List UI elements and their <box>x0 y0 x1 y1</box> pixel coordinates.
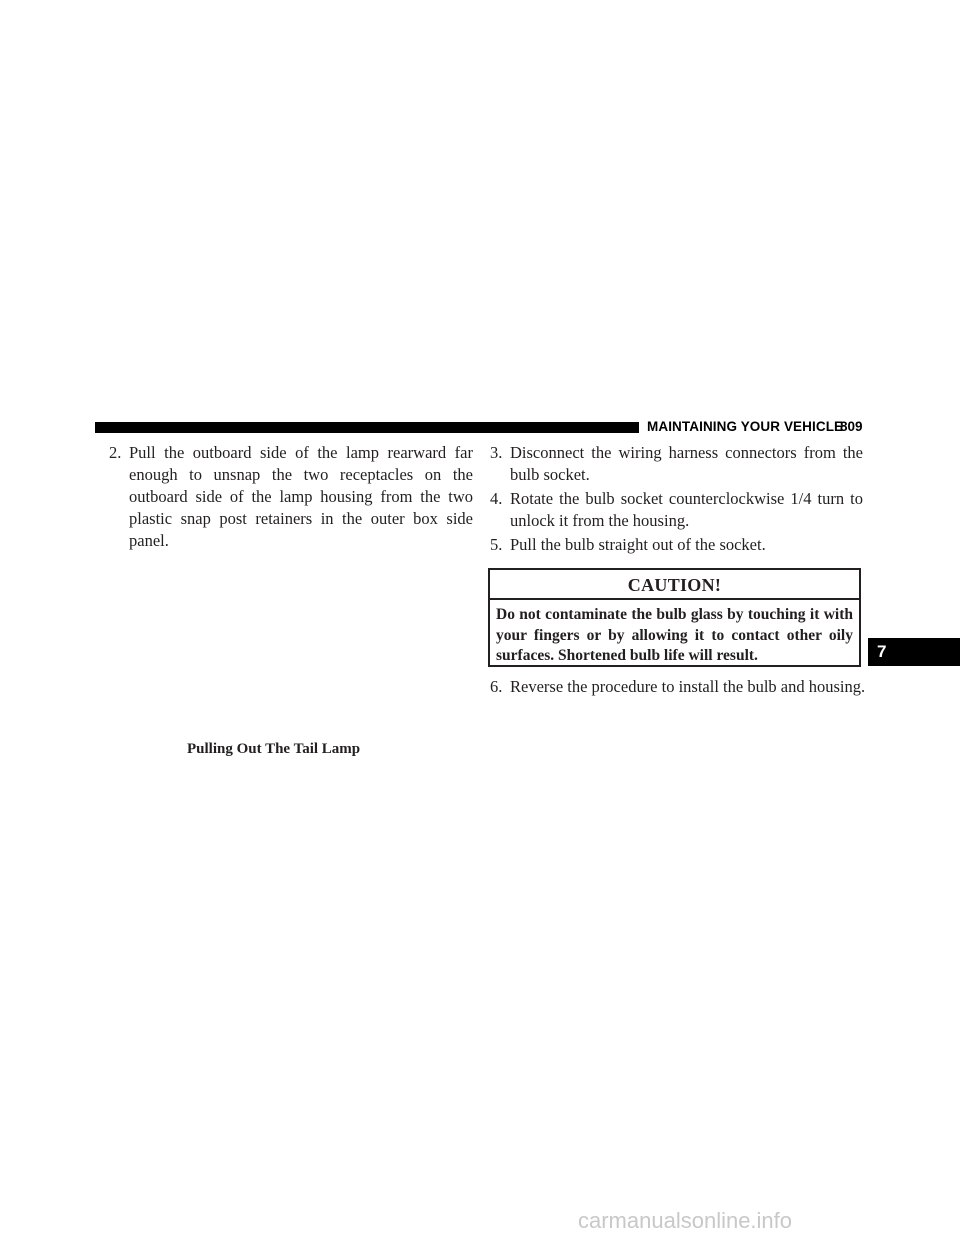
chapter-tab: 7 <box>868 638 960 666</box>
watermark: carmanualsonline.info <box>578 1208 793 1233</box>
step-text: Disconnect the wiring harness connectors from the bulb socket. <box>510 443 863 484</box>
step-text: Reverse the procedure to install the bulb and housing. <box>510 677 866 696</box>
caution-title: CAUTION! <box>490 570 859 600</box>
caution-text: Do not contaminate the bulb glass by touching it with your fingers or by allowing it to contact other oily surfaces. Shortened bulb life will result. <box>496 606 853 664</box>
step-text: Pull the outboard side of the lamp rearward far enough to unsnap the two receptacles on the outboard side of the lamp housing from the two plastic snap post retainers in the outer box side panel. <box>129 443 473 550</box>
step-text: Rotate the bulb socket counterclockwise 1/4 turn to unlock it from the housing. <box>510 489 863 530</box>
step-5 <box>472 534 863 556</box>
step-6 <box>472 676 872 698</box>
step-number: 4. <box>490 489 503 508</box>
step-2 <box>91 442 473 552</box>
figure-caption: Pulling Out The Tail Lamp <box>187 741 361 757</box>
page-number: 809 <box>840 419 863 434</box>
caution-box <box>488 568 861 667</box>
step-number: 6. <box>490 677 503 696</box>
header-rule <box>95 422 639 433</box>
step-4 <box>472 488 863 532</box>
step-number: 3. <box>490 443 503 462</box>
step-number: 5. <box>490 535 503 554</box>
step-3 <box>472 442 863 486</box>
step-number: 2. <box>109 443 122 462</box>
section-title: MAINTAINING YOUR VEHICLE <box>647 419 844 434</box>
step-text: Pull the bulb straight out of the socket. <box>510 535 766 554</box>
